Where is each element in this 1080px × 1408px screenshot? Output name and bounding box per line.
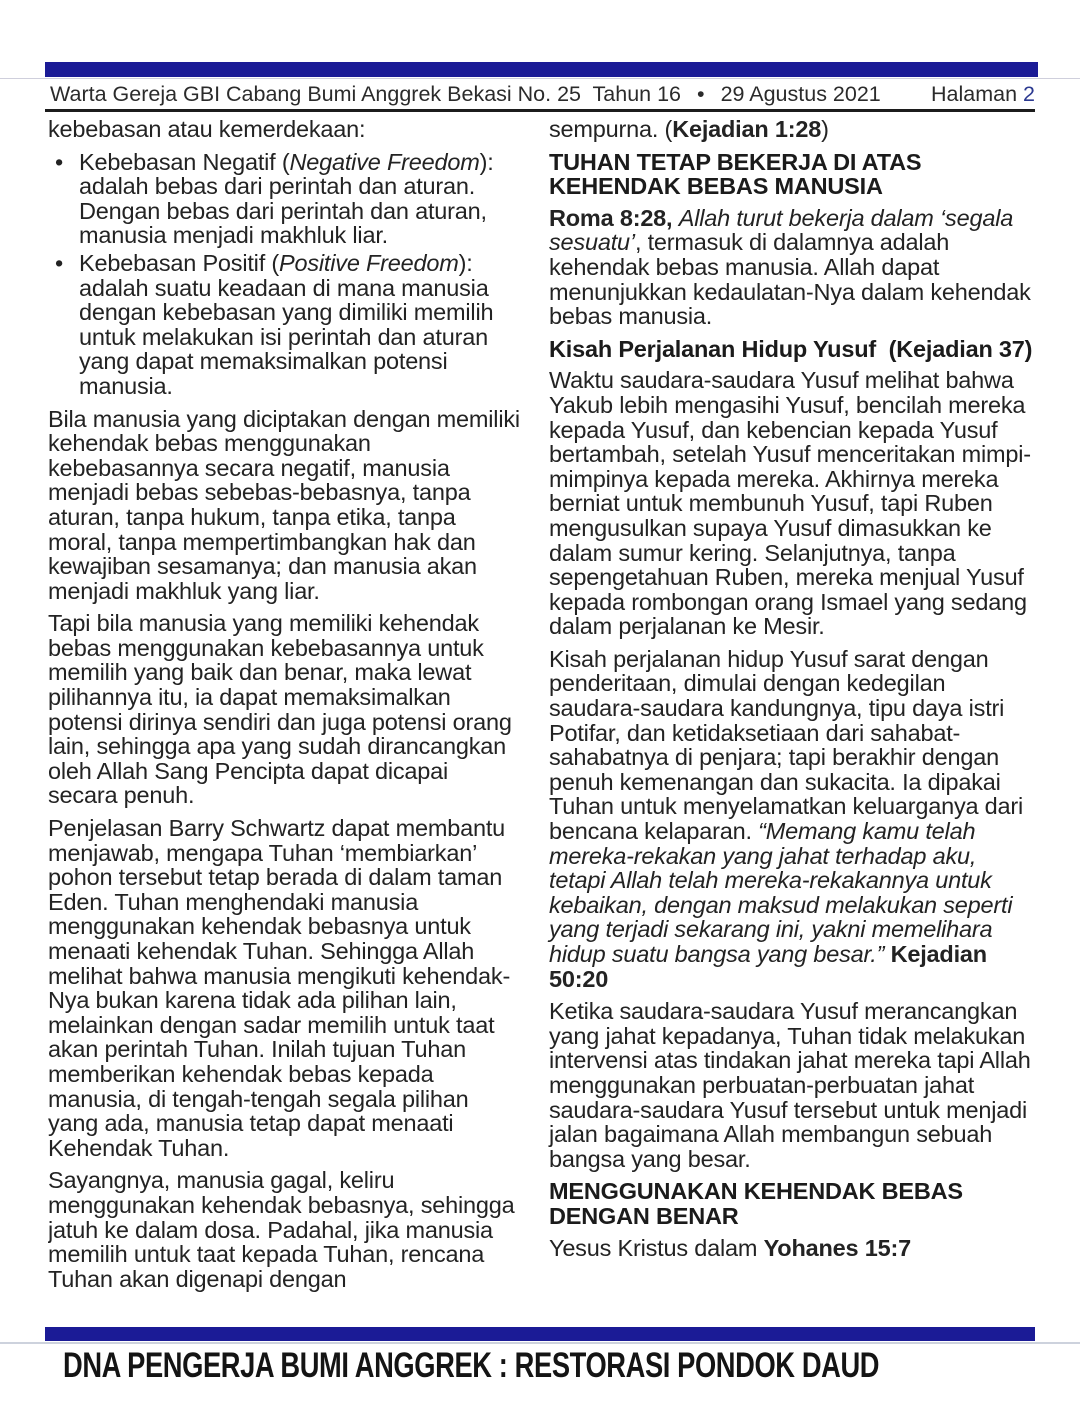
text-run: Positive Freedom [279,249,459,276]
section-heading [549,150,1036,199]
footer-accent-bar [45,1327,1035,1341]
footer-accent-bar-shadow [0,1342,1080,1344]
paragraph [549,206,1036,329]
text-run: Ketika saudara-saudara Yusuf merancangkan yang jahat kepadanya, Tuhan tidak melakukan intervensi atas tindakan jahat mereka tapi Allah menggunakan perbuatan-perbuatan jahat saudara-saudara Yusuf tersebut untuk menjadi jalan bagaimana Allah membangun sebuah bangsa yang besar. [549,998,1031,1172]
section-heading [549,1179,1036,1228]
text-run: Waktu saudara-saudara Yusuf melihat bahwa Yakub lebih mengasihi Yusuf, bencilah mereka kepada Yusuf, dan kebencian kepada Yusuf bertambah, setelah Yusuf menceritakan mimpi-mimpinya kepada mereka. Akhirnya mereka berniat untuk membunuh Yusuf, tapi Ruben mengusulkan supaya Yusuf dimasukkan ke dalam sumur kering. Selanjutnya, tanpa sepengetahuan Ruben, mereka menjual Yusuf kepada rombongan orang Ismael yang sedang dalam perjalanan ke Mesir. [549,367,1031,640]
text-run: Negative Freedom [289,148,480,175]
text-run: ) [821,117,829,142]
text-run: Kebebasan Negatif ( [79,148,290,175]
text-run: Kejadian 50:20 [549,941,987,992]
bullet-text [79,150,522,248]
text-run: Tapi bila manusia yang memiliki kehendak bebas menggunakan kebebasannya untuk memilih yang baik dan benar, maka lewat pilihannya itu, ia dapat memaksimalkan potensi dirinya sendiri dan juga potensi orang lain, sehingga apa yang sudah dirancangkan oleh Allah Sang Pencipta dapat dicapai secara penuh. [48,610,512,809]
text-run: ): adalah suatu keadaan di mana manusia dengan kebebasan yang dimiliki memilih untuk melakukan isi perintah dan aturan yang dapat memaksimalkan potensi manusia. [79,249,494,399]
text-run: Kisah perjalanan hidup Yusuf sarat dengan penderitaan, dimulai dengan kedegilan saudara-saudara kandungnya, tipu daya istri Potifar, dan ketidaksetiaan dari sahabat-sahabatnya di penjara; tapi berakhir dengan penuh kemenangan dan sukacita. Ia dipakai Tuhan untuk menyelamatkan keluarganya dari bencana kelaparan. [549,645,1024,845]
text-run: Bila manusia yang diciptakan dengan memiliki kehendak bebas menggunakan kebebasannya secara negatif, manusia menjadi bebas sebebas-bebasnya, tanpa aturan, tanpa hukum, tanpa etika, tanpa moral, tanpa mempertimbangkan hak dan kewajiban sesamanya; dan manusia akan menjadi makhluk yang liar. [48,405,520,604]
paragraph [48,816,522,1160]
paragraph [549,1236,1036,1261]
text-run: sempurna. ( [549,117,673,142]
text-run: kebebasan atau kemerdekaan: [48,117,366,142]
text-run: Yesus Kristus dalam [549,1234,764,1261]
section-heading [549,337,1036,362]
paragraph [48,1168,522,1291]
bullet-list [48,150,522,399]
header-accent-bar [45,62,1038,77]
issue-date: 29 Agustus 2021 [720,82,881,106]
masthead [50,82,881,107]
paragraph [549,647,1036,991]
page-number [931,82,1035,107]
left-column [48,117,522,1299]
text-run: “Memang kamu telah mereka-rekakan yang jahat terhadap aku, tetapi Allah telah mereka-rekakannya untuk kebaikan, dengan maksud melakukan seperti yang terjadi sekarang ini, yakni memelihara hidup suatu bangsa yang besar.” [549,818,1013,967]
text-run: Kisah Perjalanan Hidup Yusuf (Kejadian 37) [549,335,1033,362]
text-run: TUHAN TETAP BEKERJA DI ATAS KEHENDAK BEBAS MANUSIA [549,148,922,200]
page-header [50,82,1035,107]
header-accent-bar-shadow [0,78,1080,79]
text-run: MENGGUNAKAN KEHENDAK BEBAS DENGAN BENAR [549,1178,963,1229]
text-run: Sayangnya, manusia gagal, keliru menggunakan kehendak bebasnya, sehingga jatuh ke dalam dosa. Padahal, jika manusia memilih untuk taat kepada Tuhan, rencana Tuhan akan digenapi dengan [48,1167,515,1292]
text-run: Kebebasan Positif ( [79,249,279,276]
header-rule [45,109,1035,112]
bullet-icon: • [55,249,64,276]
paragraph [48,611,522,808]
paragraph [549,368,1036,639]
text-run: , termasuk di dalamnya adalah kehendak bebas manusia. Allah dapat menunjukkan kedaulatan-Nya dalam kehendak bebas manusia. [549,229,1031,330]
text-run: Allah turut bekerja dalam ‘segala sesuatu’ [549,204,1014,256]
paragraph [48,117,522,142]
paragraph [549,999,1036,1171]
newsletter-title: Warta Gereja GBI Cabang Bumi Anggrek Bekasi No. 25 Tahun 16 [50,82,682,106]
bullet-item [48,251,522,399]
bullet-icon: • [55,148,64,175]
page-number-label: Halaman [931,82,1024,106]
paragraph [48,407,522,604]
bullet-separator-icon: • [697,82,705,106]
text-run: Roma 8:28, [549,204,673,231]
text-run: Yohanes 15:7 [763,1234,911,1261]
right-column [549,117,1036,1268]
paragraph [549,117,1036,142]
text-run: Kejadian 1:28 [672,117,822,142]
text-run: ): adalah bebas dari perintah dan aturan. Dengan bebas dari perintah dan aturan, manusia menjadi makhluk liar. [79,148,494,249]
bullet-text [79,251,522,399]
text-run: Penjelasan Barry Schwartz dapat membantu menjawab, mengapa Tuhan ‘membiarkan’ pohon tersebut tetap berada di dalam taman Eden. Tuhan menghendaki manusia menggunakan kehendak bebasnya untuk menaati kehendak Tuhan. Sehingga Allah melihat bahwa manusia mengikuti kehendak-Nya bukan karena tidak ada pilihan lain, melainkan dengan sadar memilih untuk taat akan perintah Tuhan. Inilah tujuan Tuhan memberikan kehendak bebas kepada manusia, di tengah-tengah segala pilihan yang ada, manusia tetap dapat menaati Kehendak Tuhan. [48,815,511,1161]
article-body [48,117,1036,1325]
bullet-item [48,150,522,248]
page-number-value: 2 [1023,82,1035,106]
footer-slogan: DNA PENGERJA BUMI ANGGREK : RESTORASI PONDOK DAUD [63,1346,880,1385]
